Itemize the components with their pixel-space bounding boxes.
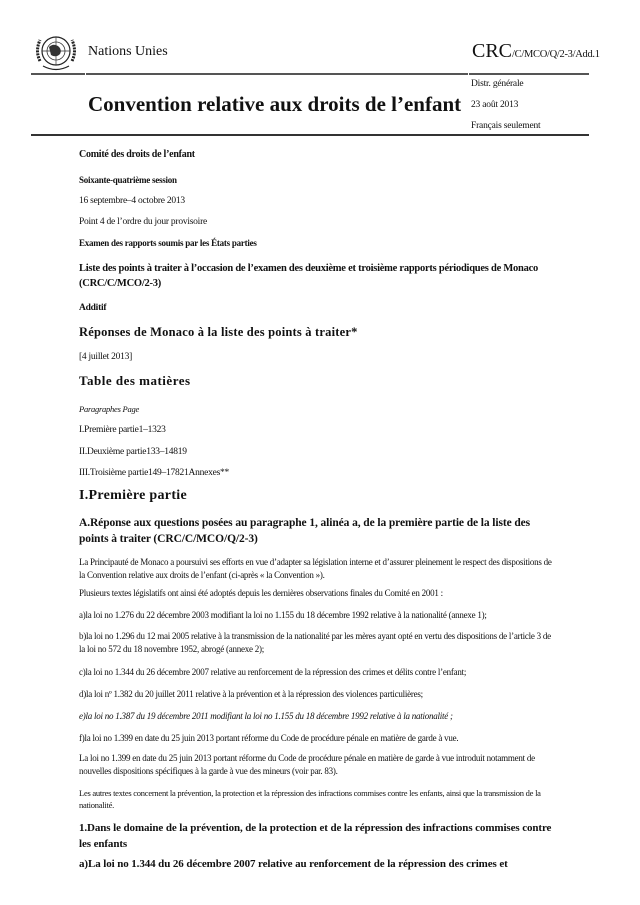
header-rule-bottom <box>31 134 589 136</box>
un-emblem-icon <box>31 31 81 75</box>
organization-name: Nations Unies <box>88 44 168 59</box>
law-list-item: a)la loi no 1.276 du 22 décembre 2003 modifiant la loi no 1.155 du 18 décembre 1992 relative à la nationalité (annexe 1); <box>79 610 487 620</box>
toc-entry[interactable]: III.Troisième partie149–17821Annexes** <box>79 468 230 478</box>
session-dates: 16 septembre–4 octobre 2013 <box>79 196 185 206</box>
addendum-label: Additif <box>79 303 107 313</box>
responses-date: [4 juillet 2013] <box>79 352 132 362</box>
section-a-title: A.Réponse aux questions posées au paragraphe 1, alinéa a, de la première partie de la liste des points à traiter (CRC/C/MCO/Q/2-3) <box>79 517 531 545</box>
session-label: Soixante-quatrième session <box>79 175 177 185</box>
header-rule-middle <box>86 73 468 75</box>
symbol-suffix: /C/MCO/Q/2-3/Add.1 <box>512 49 600 60</box>
agenda-title: Examen des rapports soumis par les États parties <box>79 238 257 248</box>
law-list-item: c)la loi no 1.344 du 26 décembre 2007 relative au renforcement de la répression des crimes et délits contre l’enfant; <box>79 667 467 677</box>
header-rule-right <box>469 73 589 75</box>
law-list-item: f)la loi no 1.399 en date du 25 juin 2013 portant réforme du Code de procédure pénale en matière de garde à vue. <box>79 733 459 743</box>
subsection-1a-title: a)La loi no 1.344 du 26 décembre 2007 relative au renforcement de la répression des crimes et <box>79 858 508 870</box>
subsection-1-title: 1.Dans le domaine de la prévention, de la protection et de la répression des infractions commises contre les enfants <box>79 822 552 850</box>
paragraph: Plusieurs textes législatifs ont ainsi été adoptés depuis les dernières observations finales du Comité en 2001 : <box>79 588 443 598</box>
committee-name: Comité des droits de l’enfant <box>79 149 195 160</box>
paragraph: Les autres textes concernent la prévention, la protection et la répression des infractions commises contre les enfants, ainsi que la transmission de la nationalité. <box>79 788 541 810</box>
paragraph: La loi no 1.399 en date du 25 juin 2013 portant réforme du Code de procédure pénale en matière de garde à vue introduit notamment de nouvelles dispositions spécifiques à la garde à vue des mineurs (voir par. 83). <box>79 753 535 776</box>
language-label: Français seulement <box>471 121 541 131</box>
law-list-item: e)la loi no 1.387 du 19 décembre 2011 modifiant la loi no 1.155 du 18 décembre 1992 relative à la nationalité ; <box>79 711 453 721</box>
document-symbol <box>472 40 600 63</box>
toc-columns-label: Paragraphes Page <box>79 404 139 414</box>
distribution-label: Distr. générale <box>471 79 524 89</box>
document-date: 23 août 2013 <box>471 100 519 110</box>
law-list-item: b)la loi no 1.296 du 12 mai 2005 relative à la transmission de la nationalité par les mères ayant opté en vertu des dispositions de l’article 3 de la loi no 572 du 18 novembre 1952, abrogé (annexe 2); <box>79 631 551 654</box>
toc-title: Table des matières <box>79 373 191 388</box>
toc-entry[interactable]: II.Deuxième partie133–14819 <box>79 447 187 457</box>
part1-title: I.Première partie <box>79 488 187 503</box>
law-list-item: d)la loi nº 1.382 du 20 juillet 2011 relative à la prévention et à la répression des violences particulières; <box>79 689 423 699</box>
toc-entry[interactable]: I.Première partie1–1323 <box>79 425 166 435</box>
list-of-issues-title: Liste des points à traiter à l’occasion de l’examen des deuxième et troisième rapports périodiques de Monaco (CRC/C/MCO/2-3) <box>79 263 539 289</box>
agenda-item: Point 4 de l’ordre du jour provisoire <box>79 217 207 227</box>
responses-title: Réponses de Monaco à la liste des points à traiter* <box>79 325 358 339</box>
paragraph: La Principauté de Monaco a poursuivi ses efforts en vue d’adapter sa législation interne et d’assurer pleinement le respect des dispositions de la Convention relative aux droits de l’enfant (ci-après « la Convention »). <box>79 557 552 580</box>
symbol-main: CRC <box>472 40 513 62</box>
convention-title: Convention relative aux droits de l’enfant <box>88 92 462 116</box>
header-rule-left <box>31 73 85 75</box>
